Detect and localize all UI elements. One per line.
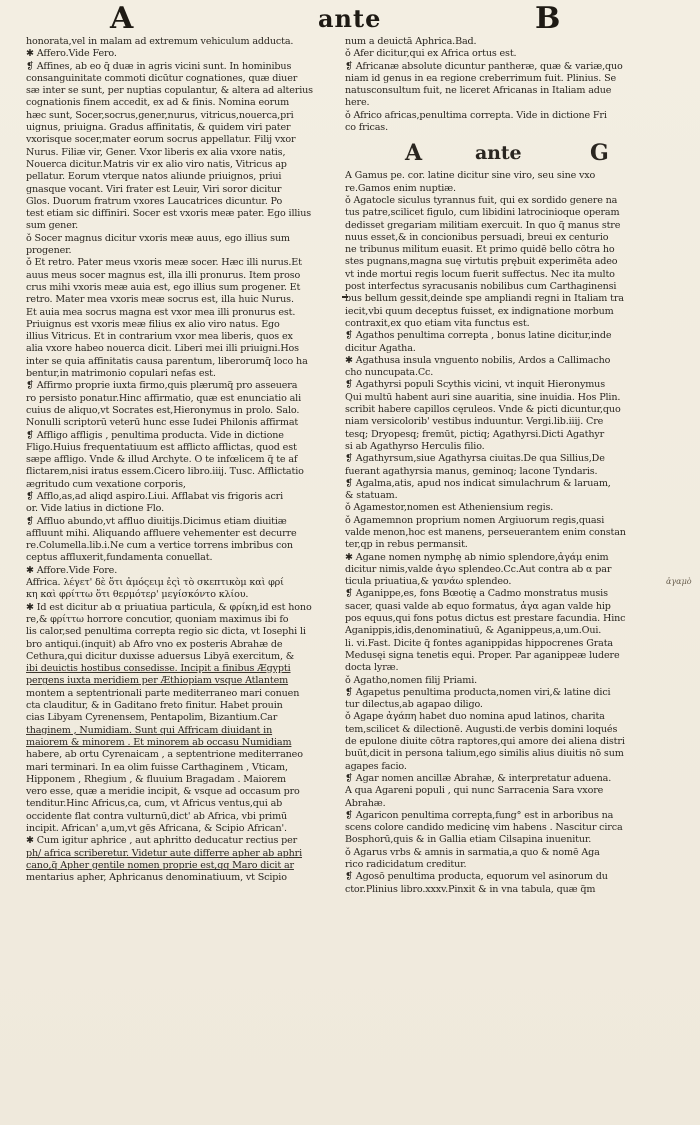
text-line: ǒ Et retro. Pater meus vxoris meæ socer. Hæc illi nurus.Et — [26, 257, 302, 269]
text-line: test etiam sic diffiniri. Socer est vxoris meæ pater. Ego illius — [26, 208, 312, 220]
text-line: tem,scilicet & dilectionē. Augusti.de verbis domini loqués — [345, 723, 618, 735]
right-column-bottom — [345, 170, 667, 896]
text-line: niam versicolorib' vestibus induuntur. Vergi.lib.iiij. Cre — [345, 416, 604, 428]
text-line: ❡ Agaricon penultima correpta,fung° est in arboribus na — [345, 809, 614, 821]
text-line: ❡ Agathyrsi populi Scythis vicini, vt inquit Hieronymus — [345, 379, 605, 391]
text-line: ❡ Africanæ absolute dicuntur pantheræ, quæ & variæ,quo — [345, 60, 623, 72]
text-line: Nouerca dicitur.Matris vir ex alio viro natis, Vitricus ap — [26, 158, 287, 170]
text-line: maiorem & minorem . Et minorem ab occasu Numidiam — [26, 736, 292, 748]
text-line: ter,qp in rebus permansit. — [345, 539, 468, 551]
section-initial-left: A — [405, 140, 422, 167]
right-column-top — [345, 36, 667, 134]
text-line: montem a septentrionali parte mediterraneo mari conuen — [26, 687, 300, 699]
text-line: cuius de aliquo,vt Socrates est,Hieronymus in prolo. Salo. — [26, 404, 300, 416]
text-line: bro antiqui.(inquit) ab Afro vno ex posteris Abrahæ de — [26, 638, 283, 650]
header-word: ante — [318, 4, 382, 33]
text-line: Priuignus est vxoris meæ filius ex alio viro natus. Ego — [26, 318, 280, 330]
text-line: ctor.Plinius libro.xxxv.Pinxit & in vna tabula, quæ q̃m — [345, 883, 596, 895]
text-line: ceptus affluxerit,fundamenta conuellat. — [26, 552, 213, 564]
text-line: cta clauditur, & in Gaditano freto finitur. Habet prouin — [26, 700, 283, 712]
text-line: ❡ Agathyrsum,siue Agathyrsa ciuitas.De qua Sillius,De — [345, 453, 605, 465]
text-line: scribit habere capillos cęruleos. Vnde & picti dicuntur,quo — [345, 404, 621, 416]
text-line: valde menon,hoc est manens, perseuerantem enim constan — [345, 526, 626, 538]
text-line: thaginem , Numidiam. Sunt qui Affricam diuidant in — [26, 724, 273, 736]
text-line: incipit. African' a,um,vt gēs Africana, & Scipio African'. — [26, 823, 287, 834]
text-line: tenditur.Hinc Africus,ca, cum, vt Africus ventus,qui ab — [26, 798, 283, 810]
text-line: ticula priuatiua,& γανάω splendeo. — [345, 576, 512, 588]
text-line: ❡ Affligo affligis , penultima producta. Vide in dictione — [26, 429, 284, 441]
text-line: alia vxore habeo nouerca dicit. Liberi mei illi priuigni.Hos — [26, 343, 299, 355]
running-header — [110, 2, 580, 38]
text-line: vt inde mortui regis locum fuerit suffectus. Nec ita multo — [345, 268, 615, 280]
text-line: nuus esset,& in concionibus persuadi, breui ex centurio — [345, 231, 609, 243]
text-line: pellatur. Eorum vterque natos aliunde priuignos, priui — [26, 171, 282, 183]
text-line: occidente flat contra vulturnū,dict' ab Africa, vbi primū — [26, 810, 288, 822]
text-line: de epulone diuite cōtra raptores,qui amore dei aliena distri — [345, 736, 625, 748]
text-line: ❡ Affluo abundo,vt affluo diuitijs.Dicimus etiam diuitiæ — [26, 515, 287, 527]
text-line: consanguinitate commoti dicūtur cognationes, quæ diuer — [26, 72, 298, 84]
text-line: A Gamus pe. cor. latine dicitur sine viro, seu sine vxo — [345, 170, 596, 182]
text-line: tesq; Dryopesq; fremūt, pictiq; Agathyrsi.Dicti Agathyr — [345, 428, 605, 440]
text-line: flictarem,nisi iratus essem.Cicero libro.iiij. Tusc. Afflictatio — [26, 466, 304, 478]
text-line: cias Libyam Cyrenensem, Pentapolim, Bizantium.Car — [26, 712, 278, 724]
text-line: vero esse, quæ a meridie incipit, & vsque ad occasum pro — [26, 786, 300, 798]
text-line: ro persisto ponatur.Hinc affirmatio, quæ est enunciatio ali — [26, 392, 301, 404]
text-line: Nonulli scriptorū veterū hunc esse Iudei Philonis affirmat — [26, 417, 299, 429]
text-line: cognationis finem accedit, ex ad & finis. Nomina eorum — [26, 97, 290, 109]
text-line: scens colore candido medicinę vim habens . Nascitur circa — [345, 822, 623, 834]
text-line: crus mihi vxoris meæ auia est, ego illius sum progener. Et — [26, 281, 301, 293]
text-line: ✱ Affero.Vide Fero. — [26, 48, 117, 60]
text-line: Glos. Duorum fratrum vxores Laucatrices dicuntur. Po — [26, 195, 283, 207]
text-line: Aganippis,idis,denominatiuū, & Aganippeus,a,um.Oui. — [345, 625, 602, 637]
text-line: Cethura,qui dicitur duxisse aduersus Libyā exercitum, & — [26, 650, 295, 662]
text-line: pos equus,qui fons potus dictus est prestare facundia. Hinc — [345, 613, 626, 625]
text-line: or. Vide latius in dictione Flo. — [26, 503, 165, 515]
text-line: lis calor,sed penultima correpta regio sic dicta, vt Iosephi li — [26, 626, 306, 638]
text-line: ❡ Agathos penultima correpta , bonus latine dicitur,inde — [345, 330, 612, 342]
text-line: Hipponem , Rhegium , & fluuium Bragadam . Maiorem — [26, 773, 286, 785]
text-line: li. vi.Fast. Dicite q̃ fontes aganippidas hippocrenes Grata — [345, 637, 613, 649]
text-line: re,& φρίττω horrore concutior, quoniam maximus ibi fo — [26, 613, 289, 625]
text-line: mari terminari. In ea olim fuisse Carthaginem , Vticam, — [26, 761, 288, 773]
text-line: ❡ Aganippe,es, fons Bœotię a Cadmo monstratus musis — [345, 588, 608, 600]
header-initial-right: B — [535, 1, 561, 36]
header-initial-left: A — [110, 1, 134, 36]
margin-mark — [342, 296, 348, 306]
text-line: ❡ Affines, ab eo q̄ duæ in agris vicini sunt. In hominibus — [26, 60, 292, 72]
text-line: ❡ Afflo,as,ad aliqd aspiro.Liui. Afflabat vis frigoris acri — [26, 490, 284, 502]
text-line: ph/ africa scriberetur. Videtur aute differre apher ab aphri — [26, 847, 303, 859]
section-word: ante — [475, 142, 522, 165]
left-column — [26, 36, 342, 884]
text-line: ǒ Agarus vrbs & amnis in sarmatia,a quo & nomē Aga — [345, 846, 600, 858]
text-line: tus patre,scilicet figulo, cum libidini latrocinioque operam — [345, 207, 620, 219]
text-line: A qua Agareni populi , qui nunc Sarracenia Sara vxore — [345, 785, 604, 797]
text-line: Et auia mea socrus magna est vxor mea illi pronurus est. — [26, 306, 296, 318]
text-line: ǒ Agatocle siculus tyrannus fuit, qui ex sordido genere na — [345, 194, 618, 206]
text-line: ❡ Agalma,atis, apud nos indicat simulachrum & laruam, — [345, 477, 611, 489]
text-line: dicitur nimis,valde ἀγω splendeo.Cc.Aut contra ab α par — [345, 563, 612, 575]
text-line: Abrahæ. — [345, 797, 386, 809]
text-line: ❡ Agar nomen ancillæ Abrahæ, & interpretatur aduena. — [345, 772, 612, 784]
text-line: sæpe affligo. Vnde & illud Archyte. O te infœlicem q̃ te af — [26, 454, 298, 466]
text-line: Bosphorū,quis & in Gallia etiam Cilsapina inuenitur. — [345, 834, 592, 846]
text-line: mentarius apher, Aphricanus denominatiuum, vt Scipio — [26, 872, 287, 884]
text-line: iecit,vbi quum deceptus fuisset, ex indignatione morbum — [345, 305, 614, 317]
text-line: re.Columella.lib.i.Ne cum a vertice torrens imbribus con — [26, 540, 293, 552]
text-line: sæ inter se sunt, per nuptias copulantur, & altera ad alterius — [26, 85, 313, 97]
text-line: & statuam. — [345, 490, 398, 502]
text-line: si ab Agathyrso Herculis filio. — [345, 440, 485, 452]
text-line: ❡ Agapetus penultima producta,nomen viri,& latine dici — [345, 686, 611, 698]
text-line: ǒ Agatho,nomen filij Priami. — [345, 674, 478, 686]
text-line: bentur,in matrimonio copulari nefas est. — [26, 368, 216, 380]
text-line: re.Gamos enim nuptiæ. — [345, 182, 456, 194]
text-line: rico radicidatum creditur. — [345, 859, 467, 870]
text-line: retro. Mater mea vxoris meæ socrus est, illa huic Nurus. — [26, 294, 294, 306]
text-line: ǒ Afer dicitur,qui ex Africa ortus est. — [345, 48, 517, 60]
text-line: ibi deuictis hostibus consedisse. Incipit a finibus Ægypti — [26, 663, 291, 675]
text-line: cano,q̃ Apher gentile nomen proprie est,qq Maro dicit ar — [26, 859, 294, 871]
text-line: ne tribunus militum euasit. Et primo quidē bello cōtra ho — [345, 244, 615, 256]
text-line: ❡ Agosō penultima producta, equorum vel asinorum du — [345, 871, 608, 883]
text-line: bus bellum gessit,deinde spe ampliandi regni in Italiam tra — [345, 293, 624, 305]
text-line: ✱ Cum igitur aphrice , aut aphritto deducatur rectius per — [26, 835, 298, 847]
text-line: ❡ Affirmo proprie iuxta firmo,quis plærumq̃ pro asseuera — [26, 380, 298, 392]
section-heading — [345, 140, 667, 166]
text-line: ✱ Agathusa insula vnguento nobilis, Ardos a Callimacho — [345, 354, 611, 366]
text-line: fuerant agathyrsia manus, geminoq; lacone Tyndaris. — [345, 465, 598, 477]
text-line: honorata,vel in malam ad extremum vehiculum adducta. — [26, 36, 294, 47]
text-line: Nurus. Filiæ vir, Gener. Vxor liberis ex alia vxore natis, — [26, 146, 286, 158]
text-line: stes pugnans,magna suę virtutis prębuit experimēta adeo — [345, 256, 618, 268]
text-line: here. — [345, 97, 370, 109]
text-line: sacer, quasi valde ab equo formatus, ἀγα agan valde hip — [345, 600, 611, 612]
text-line: ǒ Africo africas,penultima correpta. Vide in dictione Fri — [345, 109, 607, 121]
text-line: post interfectus syracusanis nobilibus cum Carthaginensi — [345, 281, 617, 293]
text-line: κη καὶ φρίττω ὅτι θερμότερ' μεγίσκόντο κλίου. — [26, 589, 249, 601]
text-line: hæc sunt, Socer,socrus,gener,nurus, vitricus,nouerca,pri — [26, 109, 294, 121]
text-line: num a deuictā Aphrica.Bad. — [345, 36, 477, 47]
text-line: illius Vitricus. Et in contrarium vxor mea liberis, quos ex — [26, 331, 293, 343]
text-line: auus meus socer magnus est, illa illi pronurus. Item proso — [26, 269, 301, 281]
text-line: Qui multū habent auri sine auaritia, sine inuidia. Hos Plin. — [345, 391, 621, 403]
text-line: dicitur Agatha. — [345, 342, 416, 354]
text-line: Medusęi signa tenetis equi. Proper. Par aganippeæ ludere — [345, 649, 620, 661]
text-line: habere, ab ortu Cyrenaicam , a septentrione mediterraneo — [26, 749, 303, 761]
text-line: pergens iuxta meridiem per Æthiopiam vsque Atlantem — [26, 675, 289, 687]
text-line: agapes facio. — [345, 760, 407, 772]
text-line: sum gener. — [26, 220, 79, 232]
text-line: ǒ Agamemnon proprium nomen Argiuorum regis,quasi — [345, 514, 605, 526]
text-line: contraxit,ex quo etiam vita functus est. — [345, 317, 530, 329]
text-line: inter se quia affinitatis causa parentum, liberorumq̃ loco ha — [26, 355, 308, 367]
text-line: ǒ Agamestor,nomen est Atheniensium regis. — [345, 502, 554, 514]
text-line: ǒ Socer magnus dicitur vxoris meæ auus, ego illius sum — [26, 232, 290, 244]
text-line: progener. — [26, 245, 72, 257]
text-line: dedisset gregariam militiam exercuit. In quo q̃ manus stre — [345, 219, 621, 231]
text-line: buūt,dicit in persona talium,ego similis alius diuitis nō sum — [345, 748, 624, 760]
text-line: tur dilectus,ab agapao diligo. — [345, 699, 483, 711]
text-line: ✱ Affore.Vide Fore. — [26, 564, 118, 576]
right-column — [345, 36, 667, 896]
text-line: co fricas. — [345, 122, 388, 134]
text-line: docta lyræ. — [345, 662, 399, 674]
text-line: Fligo.Huius frequentatiuum est afflicto afflictas, quod est — [26, 441, 297, 453]
section-initial-right: G — [590, 140, 609, 167]
text-line: Affrica. λέγετ' δὲ ὅτι ἀμόςειμ ἐςὶ τὸ σκεπτικὸμ καὶ φρί — [26, 577, 284, 589]
text-line: ✱ Agane nomen nymphę ab nimio splendore,ἀγάμ enim — [345, 551, 609, 563]
margin-annotation: ἀγαμὸ — [666, 577, 692, 586]
text-line: ✱ Id est dicitur ab α priuatiua particula, & φρίκη,id est hono — [26, 601, 312, 613]
text-line: natusconsultum fuit, ne liceret Africanas in Italiam adue — [345, 85, 612, 97]
text-line: vxorisque socer,mater eorum socrus appellatur. Filij vxor — [26, 134, 296, 146]
text-line: cho nuncupata.Cc. — [345, 367, 434, 379]
text-line: niam id genus in ea regione creberrimum fuit. Plinius. Se — [345, 72, 617, 84]
text-line: ægritudo cum vexatione corporis, — [26, 478, 186, 490]
text-line: affluunt mihi. Aliquando affluere vehementer est decurre — [26, 527, 297, 539]
text-line: uignus, priuigna. Gradus affinitatis, & quidem viri pater — [26, 122, 291, 134]
text-line: ǒ Agape ἀγάπη habet duo nomina apud latinos, charita — [345, 711, 605, 723]
text-line: gnasque vocant. Viri frater est Leuir, Viri soror dicitur — [26, 183, 282, 195]
